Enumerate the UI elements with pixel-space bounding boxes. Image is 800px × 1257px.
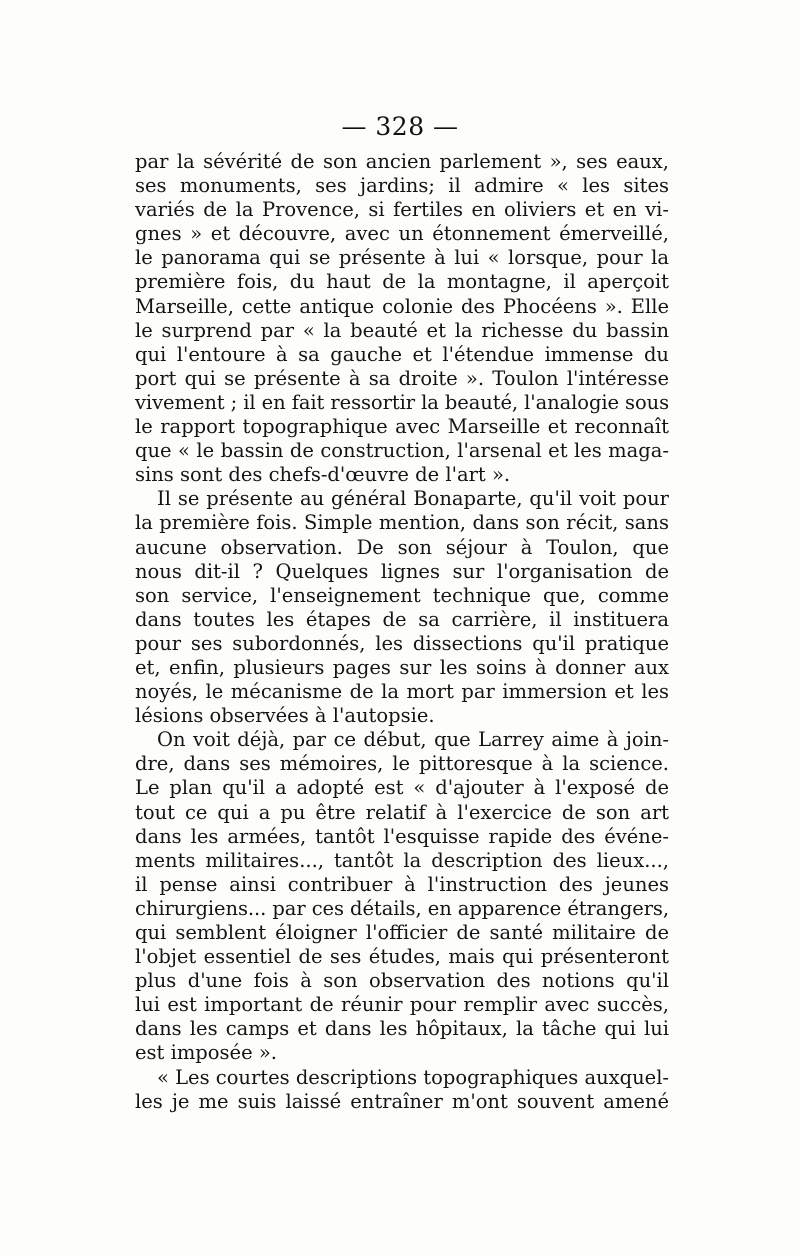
text-line: que « le bassin de construction, l'arsenal et les maga- bbox=[135, 439, 669, 463]
text-line: l'objet essentiel de ses études, mais qui présenteront bbox=[135, 945, 669, 969]
text-line: plus d'une fois à son observation des notions qu'il bbox=[135, 969, 669, 993]
paragraph-3 bbox=[135, 728, 669, 1065]
text-line: Le plan qu'il a adopté est « d'ajouter à l'exposé de bbox=[135, 776, 669, 800]
body-text bbox=[135, 150, 669, 1114]
text-line: vivement ; il en fait ressortir la beauté, l'analogie sous bbox=[135, 390, 670, 414]
text-line: par la sévérité de son ancien parlement », ses eaux, bbox=[135, 150, 669, 173]
text-line: Il se présente au général Bonaparte, qu'il voit pour bbox=[157, 487, 669, 511]
text-line: qui semblent éloigner l'officier de santé militaire de bbox=[135, 921, 669, 944]
text-line: Marseille, cette antique colonie des Phocéens ». Elle bbox=[135, 294, 669, 318]
text-line: le rapport topographique avec Marseille et reconnaît bbox=[135, 415, 669, 439]
text-line: dans les camps et dans les hôpitaux, la tâche qui lui bbox=[135, 1017, 669, 1041]
text-line: les je me suis laissé entraîner m'ont souvent amené bbox=[135, 1089, 669, 1113]
paragraph-2 bbox=[135, 487, 669, 728]
paragraph-4 bbox=[135, 1066, 669, 1114]
text-line: le panorama qui se présente à lui « lorsque, pour la bbox=[135, 246, 669, 270]
text-line: lésions observées à l'autopsie. bbox=[135, 704, 435, 728]
text-line: nous dit-il ? Quelques lignes sur l'organisation de bbox=[135, 559, 669, 583]
text-line: gnes » et découvre, avec un étonnement émerveillé, bbox=[135, 222, 669, 246]
text-line: ses monuments, ses jardins; il admire « les sites bbox=[135, 174, 669, 198]
text-line: aucune observation. De son séjour à Toulon, que bbox=[135, 535, 669, 559]
text-line: le surprend par « la beauté et la richesse du bassin bbox=[135, 318, 669, 342]
text-line: qui l'entoure à sa gauche et l'étendue immense du bbox=[135, 342, 669, 366]
text-line: tout ce qui a pu être relatif à l'exercice de son art bbox=[135, 800, 669, 824]
text-line: dans toutes les étapes de sa carrière, il instituera bbox=[135, 607, 669, 631]
paragraph-1 bbox=[135, 150, 669, 487]
text-line: noyés, le mécanisme de la mort par immersion et les bbox=[135, 680, 669, 704]
text-line: il pense ainsi contribuer à l'instruction des jeunes bbox=[135, 872, 669, 896]
text-line: première fois, du haut de la montagne, il aperçoit bbox=[135, 270, 669, 294]
text-line: sins sont des chefs-d'œuvre de l'art ». bbox=[135, 463, 511, 487]
text-line: la première fois. Simple mention, dans son récit, sans bbox=[135, 511, 669, 535]
text-line: « Les courtes descriptions topographiques auxquel- bbox=[157, 1065, 669, 1089]
text-line: pour ses subordonnés, les dissections qu'il pratique bbox=[135, 631, 669, 655]
text-line: son service, l'enseignement technique que, comme bbox=[135, 583, 669, 607]
page-number: — 328 — bbox=[341, 112, 459, 141]
text-line: variés de la Provence, si fertiles en oliviers et en vi- bbox=[135, 198, 669, 222]
text-line: est imposée ». bbox=[135, 1041, 277, 1065]
text-line: ments militaires..., tantôt la description des lieux..., bbox=[135, 848, 669, 872]
text-line: et, enfin, plusieurs pages sur les soins à donner aux bbox=[135, 655, 669, 679]
text-line: dre, dans ses mémoires, le pittoresque à la science. bbox=[135, 752, 669, 776]
text-line: port qui se présente à sa droite ». Toulon l'intéresse bbox=[135, 366, 669, 390]
text-line: dans les armées, tantôt l'esquisse rapide des événe- bbox=[135, 824, 669, 848]
text-line: On voit déjà, par ce début, que Larrey aime à join- bbox=[157, 728, 669, 752]
text-line: chirurgiens... par ces détails, en apparence étrangers, bbox=[135, 896, 669, 920]
text-line: lui est important de réunir pour remplir avec succès, bbox=[135, 993, 669, 1017]
